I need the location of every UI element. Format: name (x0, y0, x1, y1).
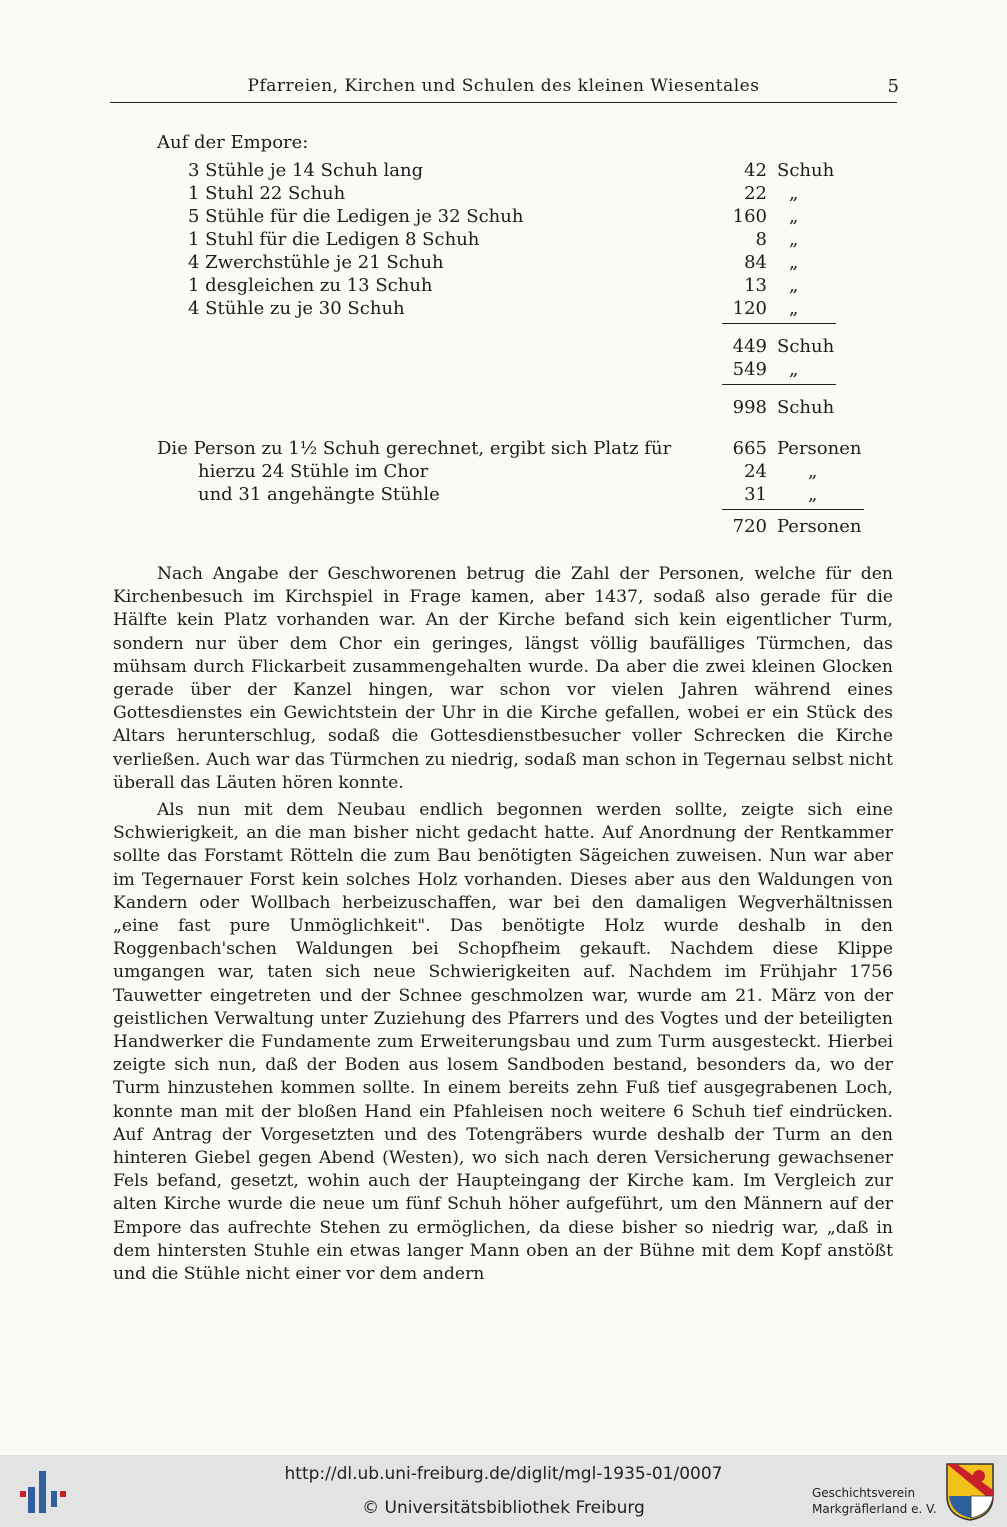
org-name-line: Markgräflerland e. V. (812, 1502, 937, 1516)
table-row: 1 Stuhl für die Ledigen 8 Schuh 8 „ (188, 229, 799, 250)
total-row: 720 Personen (732, 516, 862, 537)
header-title: Pfarreien, Kirchen und Schulen des kleinen Wiesentales (247, 76, 760, 96)
coat-of-arms-icon (945, 1462, 995, 1522)
org-name-line: Geschichtsverein (812, 1486, 916, 1500)
total-row: 998 Schuh (732, 397, 835, 418)
running-header (110, 76, 897, 103)
page-number: 5 (887, 76, 899, 97)
carry-row: 549 „ (732, 359, 799, 380)
sum-rule (722, 384, 836, 385)
footer-url[interactable]: http://dl.ub.uni-freiburg.de/diglit/mgl-1935-01/0007 (284, 1464, 723, 1484)
table-row: 4 Zwerchstühle je 21 Schuh 84 „ (188, 252, 799, 273)
table-row: 1 desgleichen zu 13 Schuh 13 „ (188, 275, 799, 296)
body-paragraph: Als nun mit dem Neubau endlich begonnen werden sollte, zeigte sich eine Schwierigkeit, an die man bisher nicht gedacht hatte. Auf Anordnung der Rentkammer sollte das Forstamt Rötteln die zum Bau benötigten Sägeichen zuweisen. Nun war aber im Tegernauer Forst kein solches Holz vorhanden. Dieses aber aus den Waldungen von Kandern oder Wollbach herbeizuschaffen, war bei den damaligen Wegverhältnissen „eine fast pure Unmöglichkeit". Das benötigte Holz wurde deshalb in den Roggenbach'schen Waldungen bei Schopfheim gekauft. Nachdem diese Klippe umgangen war, taten sich neue Schwierigkeiten auf. Nachdem im Frühjahr 1756 Tauwetter eingetreten und der Schnee geschmolzen war, wurde am 21. März von der geistlichen Verwaltung unter Zuziehung des Pfarrers und des Vogtes und der beteiligten Handwerker die Fundamente zum Erweiterungsbau und zum Turm ausgesteckt. Hierbei zeigte sich nun, daß der Boden aus losem Sandboden bestand, besonders da, wo der Turm hinzustehen kommen sollte. In einem bereits zehn Fuß tief ausgegrabenen Loch, konnte man mit der bloßen Hand ein Pfahleisen noch weitere 6 Schuh tief eindrücken. Auf Antrag der Vorgesetzten und des Totengräbers wurde deshalb der Turm an den hinteren Giebel gegen Abend (Westen), wo sich nach deren Versicherung gewachsener Fels befand, gesetzt, wohin auch der Haupteingang der Kirche kam. Im Vergleich zur alten Kirche wurde die neue um fünf Schuh höher aufgeführt, um den Männern auf der Empore das aufrechte Stehen zu ermöglichen, da diese bisher so niedrig war, „daß in dem hintersten Stuhle ein etwas langer Mann oben an der Bühne mit dem Kopf anstößt und die Stühle nicht einer vor dem andern (113, 800, 893, 1285)
subtotal-row: 449 Schuh (732, 336, 835, 357)
table-row: Die Person zu 1½ Schuh gerechnet, ergibt sich Platz für 665 Personen (157, 438, 862, 459)
footer-copyright: © Universitätsbibliothek Freiburg (362, 1498, 645, 1518)
sum-rule (722, 509, 864, 510)
table-row: 4 Stühle zu je 30 Schuh 120 „ (188, 298, 799, 319)
table-row: hierzu 24 Stühle im Chor 24 „ (198, 461, 818, 482)
table-row: 1 Stuhl 22 Schuh 22 „ (188, 183, 799, 204)
table-row: 5 Stühle für die Ledigen je 32 Schuh 160 „ (188, 206, 799, 227)
sum-rule (722, 323, 836, 324)
footer-bar (0, 1455, 1007, 1527)
empore-heading: Auf der Empore: (157, 132, 309, 153)
table-row: 3 Stühle je 14 Schuh lang 42 Schuh (188, 160, 835, 181)
footer-organisation (812, 1485, 942, 1517)
table-row: und 31 angehängte Stühle 31 „ (198, 484, 818, 505)
body-paragraph: Nach Angabe der Geschworenen betrug die Zahl der Personen, welche für den Kirchenbesuch im Kirchspiel in Frage kamen, aber 1437, sodaß also gerade für die Hälfte kein Platz vorhanden war. An der Kirche befand sich kein eigentlicher Turm, sondern nur über dem Chor ein geringes, längst völlig baufälliges Türmchen, das mühsam durch Flickarbeit zusammengehalten wurde. Da aber die zwei kleinen Glocken gerade über der Kanzel hingen, war schon vor vielen Jahren während eines Gottesdienstes ein Gewichtstein der Uhr in die Kirche gefallen, wobei er ein Stück des Altars herunterschlug, sodaß die Gottesdienstbesucher voller Schrecken die Kirche verließen. Auch war das Türmchen zu niedrig, sodaß man schon in Tegernau selbst nicht überall das Läuten hören konnte. (113, 564, 893, 793)
